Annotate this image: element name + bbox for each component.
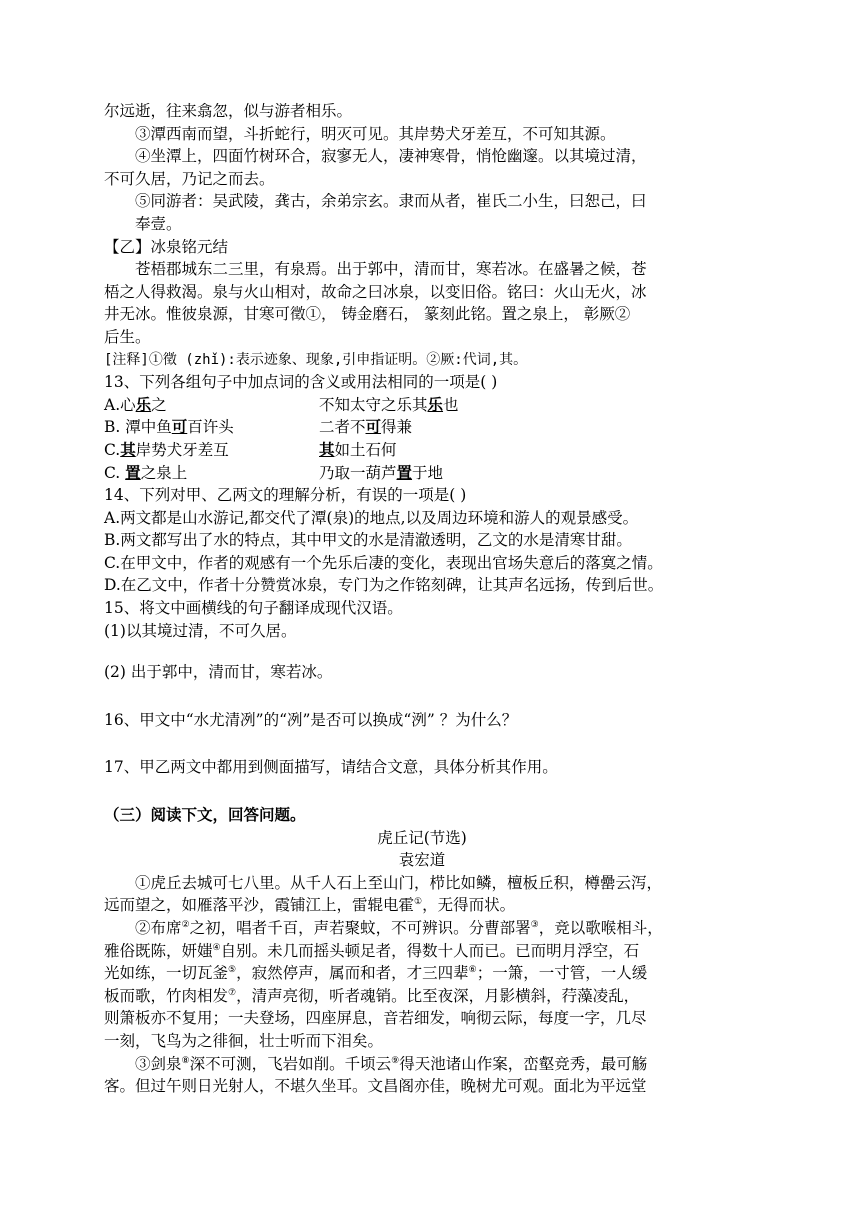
question-14-option-b: B.两文都写出了水的特点，其中甲文的水是清澈透明，乙文的水是清寒甘甜。	[104, 531, 632, 550]
question-14-option-a: A.两文都是山水游记,都交代了潭(泉)的地点,以及周边环境和游人的观景感受。	[104, 508, 639, 527]
question-14-option-c: C.在甲文中，作者的观感有一个先乐后凄的变化，表现出官场失意后的落寞之情。	[104, 553, 663, 572]
text-line: 雅俗既陈，妍媸④自别。未几而摇头顿足者，得数十人而已。已而明月浮空，石	[104, 941, 640, 960]
text-line: 远而望之，如雁落平沙，霞铺江上，雷辊电霍①，无得而状。	[104, 896, 516, 915]
section-title-yi: 【乙】冰泉铭元结	[104, 237, 229, 256]
text-line: 一刻，飞鸟为之徘徊，壮士听而下泪矣。	[104, 1031, 384, 1050]
question-15-sentence-2: (2) 出于郭中，清而甘，寒若冰。	[104, 663, 333, 682]
footnote-marker: ⑦	[228, 987, 237, 998]
question-13-option-c: C.其岸势犬牙差互 其如土石何	[104, 439, 397, 459]
question-13-option-a: A.心乐之 不知太守之乐其乐也	[104, 394, 459, 414]
question-16: 16、甲文中“水尤清冽”的“冽”是否可以换成“洌” ？为什么？	[104, 710, 518, 729]
text-line: ③潭西南而望，斗折蛇行，明灭可见。其岸势犬牙差互，不可知其源。	[135, 124, 616, 143]
question-15-stem: 15、将文中画横线的句子翻译成现代汉语。	[104, 599, 403, 618]
text-line: 后生。	[104, 327, 151, 346]
dotted-word: 可	[365, 417, 382, 437]
text-line: 梧之人得救渴。泉与火山相对，故命之曰冰泉，以变旧俗。铭曰：火山无火，冰	[104, 282, 647, 301]
footnote-marker: ②	[181, 919, 190, 930]
text-line: 苍梧郡城东二三里，有泉焉。出于郭中，清而甘，寒若冰。在盛暑之候，苍	[135, 260, 647, 279]
footnote-marker: ③	[530, 919, 539, 930]
dotted-word: 其	[319, 439, 335, 459]
text-line: 尔远逝，往来翕忽，似与游者相乐。	[104, 102, 353, 120]
article-author: 袁宏道	[398, 851, 446, 870]
document-page	[104, 100, 740, 1098]
text-line: 客。但过午则日光射人，不堪久坐耳。文昌阁亦佳，晚树尤可观。面北为平远堂	[104, 1077, 647, 1096]
dotted-word: 乐	[427, 394, 444, 414]
footnote-marker: ④	[212, 942, 221, 953]
section-3-heading: （三）阅读下文，回答问题。	[104, 805, 306, 825]
text-line: 井无冰。惟彼泉源，甘寒可徵①， 铸金磨石， 篆刻此铭。置之泉上， 彰厥②	[104, 305, 631, 324]
text-line: ①虎丘去城可七八里。从千人石上至山门，栉比如鳞，檀板丘积，樽罍云泻，	[135, 873, 663, 892]
dotted-word: 置	[396, 462, 413, 482]
question-14-stem: 14、下列对甲、乙两文的理解分析，有误的一项是( )	[104, 486, 467, 505]
text-line: 板而歌，竹肉相发⑦，清声亮彻，听者魂销。比至夜深，月影横斜，荇藻凌乱，	[104, 986, 640, 1005]
text-line: 则箫板亦不复用；一夫登场，四座屏息，音若细发，响彻云际，每度一字，几尽	[104, 1009, 647, 1028]
footnote-marker: ⑨	[391, 1055, 400, 1066]
question-15-sentence-1: (1)以其境过清，不可久居。	[104, 621, 297, 640]
article-title: 虎丘记(节选)	[377, 828, 467, 847]
footnote-marker: ⑤	[228, 965, 237, 976]
question-17: 17、甲乙两文中都用到侧面描写，请结合文意，具体分析其作用。	[104, 758, 558, 777]
text-line: 光如练，一切瓦釜⑤，寂然停声，属而和者，才三四辈⑥；一箫，一寸管，一人缓	[104, 964, 648, 983]
text-line: ②布席②之初，唱者千百，声若聚蚊，不可辨识。分曹部署③，竞以歌喉相斗，	[135, 919, 663, 937]
text-line: 奉壹。	[135, 214, 182, 233]
dotted-word: 置	[125, 462, 141, 482]
text-line: ③剑泉⑧深不可测，飞岩如削。千顷云⑨得天池诸山作案，峦壑竞秀，最可觞	[135, 1054, 648, 1073]
text-line: ⑤同游者：吴武陵，龚古，余弟宗玄。隶而从者，崔氏二小生，曰恕己，曰	[135, 192, 647, 211]
footnote-marker: ⑧	[181, 1055, 190, 1066]
question-13-stem: 13、下列各组句子中加点词的含义或用法相同的一项是( )	[104, 373, 498, 392]
question-13-option-b: B. 潭中鱼可百许头 二者不可得兼	[104, 417, 413, 437]
annotation-note: [注释]①徵 (zhǐ):表示迹象、现象,引申指证明。②厥:代词,其。	[104, 351, 528, 368]
question-13-option-d: C. 置之泉上 乃取一葫芦置于地	[104, 462, 444, 482]
footnote-marker: ①	[414, 897, 423, 908]
dotted-word: 可	[171, 417, 188, 437]
dotted-word: 其	[120, 439, 136, 459]
text-line: 不可久居，乃记之而去。	[104, 169, 275, 188]
dotted-word: 乐	[135, 394, 152, 414]
question-14-option-d: D.在乙文中，作者十分赞赏冰泉，专门为之作铭刻碑，让其声名远扬，传到后世。	[104, 576, 664, 595]
footnote-marker: ⑥	[468, 965, 477, 976]
text-line: ④坐潭上，四面竹树环合，寂寥无人，凄神寒骨，悄怆幽邃。以其境过清，	[135, 147, 647, 166]
